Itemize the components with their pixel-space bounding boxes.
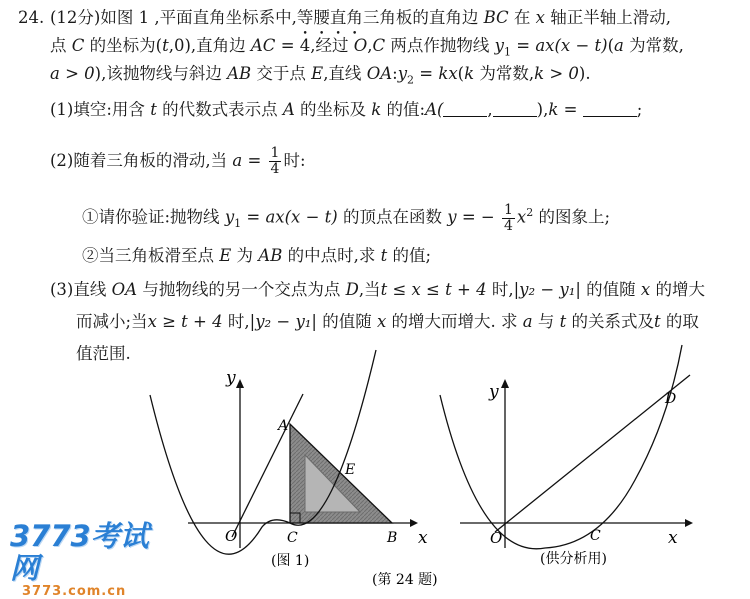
math-expr: ax(x − t) bbox=[265, 207, 338, 227]
frac-num: 1 bbox=[503, 201, 513, 218]
part-text: 请你验证:抛物线 bbox=[98, 207, 220, 227]
math-var: a bbox=[232, 151, 243, 170]
part-text: 当三角板滑至点 bbox=[98, 246, 214, 265]
watermark-main: 3773考试网 bbox=[10, 519, 149, 585]
fig1-label-x: x bbox=[418, 528, 428, 548]
part-text: A( bbox=[425, 100, 444, 119]
emph-char: 腰 bbox=[313, 8, 330, 27]
stem-text: : bbox=[392, 64, 398, 83]
math-var: a bbox=[614, 36, 624, 55]
math-expr: a > 0 bbox=[50, 64, 95, 83]
part-text: 时: bbox=[283, 151, 306, 170]
part-text: ), bbox=[536, 100, 549, 119]
problem-points: (12分) bbox=[50, 8, 101, 27]
frac-den: 4 bbox=[503, 217, 513, 234]
stem-text: 如图 1 ,平面直角坐标系中, bbox=[100, 8, 297, 27]
fig2-line-OD bbox=[495, 375, 690, 532]
math-sub: 1 bbox=[234, 216, 242, 230]
math-var: C bbox=[71, 36, 85, 55]
watermark-sub: 3773.com.cn bbox=[22, 584, 127, 599]
fig2-x-arrow bbox=[685, 519, 693, 527]
part-text: 直线 bbox=[73, 280, 107, 299]
math-expr: kx bbox=[438, 64, 458, 83]
part-text: 与抛物线的另一个交点为点 bbox=[142, 280, 341, 299]
part-text: 的值随 bbox=[586, 280, 636, 299]
stem-text: 为常数, bbox=[479, 64, 535, 83]
math-var: k bbox=[371, 100, 382, 119]
part-text: 的图象上; bbox=[538, 207, 611, 227]
part-text: 与 bbox=[537, 312, 555, 331]
math-var: y bbox=[397, 64, 408, 83]
math-sub: 1 bbox=[504, 45, 511, 59]
stem-text: ,0),直角边 bbox=[168, 36, 246, 55]
math-var: E bbox=[311, 64, 324, 83]
part-text: 的值随 bbox=[322, 312, 372, 331]
fig2-label-D: D bbox=[665, 391, 677, 407]
math-var: k bbox=[464, 64, 475, 83]
stem-text: ( bbox=[607, 36, 615, 55]
fig1-caption: (图 1) bbox=[271, 553, 310, 569]
math-var: t bbox=[654, 312, 661, 331]
math-sup: 2 bbox=[526, 206, 534, 219]
part-text: 的增大 bbox=[655, 280, 705, 299]
stem-text: ( bbox=[457, 64, 465, 83]
part-label: (3) bbox=[50, 280, 74, 299]
part-text: 的顶点在函数 bbox=[343, 207, 442, 227]
part-text: 为 bbox=[236, 246, 254, 265]
part-label: (2) bbox=[50, 151, 74, 170]
math-expr: |y₂ − y₁| bbox=[249, 312, 317, 331]
part-text: = bbox=[247, 151, 262, 170]
stem-text: ). bbox=[578, 64, 591, 83]
math-var: x bbox=[376, 312, 387, 331]
part-label: (1) bbox=[50, 100, 74, 119]
math-var: t bbox=[150, 100, 157, 119]
stem-text: ),该抛物线与斜边 bbox=[94, 64, 222, 83]
stem-text: 轴正半轴上滑动, bbox=[550, 8, 671, 27]
math-var: t bbox=[380, 246, 388, 265]
math-var: A bbox=[282, 100, 295, 119]
math-var: a bbox=[522, 312, 533, 331]
math-var: AB bbox=[258, 246, 283, 265]
part-text: = bbox=[246, 207, 261, 227]
part-text: 的值: bbox=[386, 100, 426, 119]
fig1-label-A: A bbox=[278, 418, 289, 434]
stem-text: 在 bbox=[513, 8, 531, 27]
math-expr: k > 0 bbox=[534, 64, 579, 83]
part-text: k = bbox=[548, 100, 578, 119]
part-text: 的坐标及 bbox=[300, 100, 366, 119]
fig2-y-arrow bbox=[501, 379, 509, 388]
part-text: 值范围. bbox=[76, 344, 131, 363]
fig1-label-y: y bbox=[226, 368, 236, 388]
problem-number: 24. bbox=[18, 8, 45, 27]
stem-text: 点 bbox=[50, 36, 67, 55]
part-text: 时, bbox=[227, 312, 250, 331]
fig2-parabola bbox=[440, 345, 682, 549]
fig1-label-B: B bbox=[387, 530, 398, 546]
math-expr: ax(x − t) bbox=[535, 36, 608, 55]
math-var: AC bbox=[250, 36, 276, 55]
fig2-label-y: y bbox=[489, 382, 499, 402]
fig1-x-arrow bbox=[410, 519, 418, 527]
frac-den: 4 bbox=[270, 161, 280, 177]
emph-char: 角 bbox=[346, 8, 363, 27]
site-watermark bbox=[10, 520, 170, 599]
part-text: 随着三角板的滑动,当 bbox=[73, 151, 228, 170]
fig1-y-arrow bbox=[236, 379, 244, 388]
part-text: ,当 bbox=[358, 280, 381, 299]
part-text: , bbox=[487, 100, 493, 119]
math-var: t bbox=[162, 36, 169, 55]
math-var: y bbox=[494, 36, 504, 55]
math-var: x bbox=[535, 8, 545, 27]
math-var: t bbox=[559, 312, 567, 331]
stem-text: , bbox=[367, 36, 373, 55]
part-text: ; bbox=[636, 100, 643, 119]
fig2-caption: (供分析用) bbox=[540, 551, 607, 567]
stem-text: = bbox=[516, 36, 531, 55]
math-var: x bbox=[640, 280, 651, 299]
math-var: y bbox=[224, 207, 235, 227]
stem-text: 的坐标为( bbox=[89, 36, 163, 55]
figure-caption: (第 24 题) bbox=[372, 572, 438, 588]
emph-char: 直 bbox=[329, 8, 347, 27]
part-text: 的代数式表示点 bbox=[162, 100, 278, 119]
stem-text: 为常数, bbox=[629, 36, 684, 55]
math-expr: t ≤ x ≤ t + 4 bbox=[380, 280, 487, 299]
part-text: 填空:用含 bbox=[73, 100, 145, 119]
stem-text: 交于点 bbox=[256, 64, 306, 83]
part-text: 的中点时,求 bbox=[287, 246, 376, 265]
stem-text: 两点作抛物线 bbox=[390, 36, 490, 55]
stem-text: = 4,经过 bbox=[280, 36, 349, 55]
part-text: 时, bbox=[491, 280, 514, 299]
math-var: OA bbox=[366, 64, 393, 83]
fig1-label-C: C bbox=[287, 530, 298, 546]
math-var: E bbox=[219, 246, 232, 265]
part-text: 的值; bbox=[392, 246, 432, 265]
math-var: AB bbox=[227, 64, 252, 83]
part-text: 的取 bbox=[665, 312, 699, 331]
sub-label: ② bbox=[82, 246, 99, 265]
stem-text: ,直线 bbox=[323, 64, 362, 83]
math-expr: x ≥ t + 4 bbox=[147, 312, 223, 331]
frac-num: 1 bbox=[270, 145, 280, 161]
math-var: O bbox=[353, 36, 368, 55]
stem-text: = bbox=[419, 64, 434, 83]
math-expr: y = − bbox=[447, 207, 495, 227]
math-expr: |y₂ − y₁| bbox=[513, 280, 581, 299]
math-var: D bbox=[345, 280, 359, 299]
stem-text: 三角板的直角边 bbox=[362, 8, 479, 27]
fig1-label-O: O bbox=[225, 527, 238, 545]
fig2-label-C: C bbox=[590, 528, 601, 544]
part-text: 的增大而增大. 求 bbox=[391, 312, 518, 331]
fig1-label-E: E bbox=[345, 462, 356, 478]
fig2-label-O: O bbox=[490, 529, 503, 547]
sub-label: ① bbox=[82, 207, 99, 227]
fig2-label-x: x bbox=[668, 528, 678, 548]
math-var: BC bbox=[483, 8, 509, 27]
math-var: x bbox=[516, 207, 527, 227]
math-var: OA bbox=[111, 280, 138, 299]
emph-char: 等 bbox=[296, 8, 314, 27]
math-var: C bbox=[372, 36, 386, 55]
math-sub: 2 bbox=[407, 73, 415, 87]
part-text: 的关系式及 bbox=[571, 312, 654, 331]
part-text: 而减小;当 bbox=[76, 312, 148, 331]
